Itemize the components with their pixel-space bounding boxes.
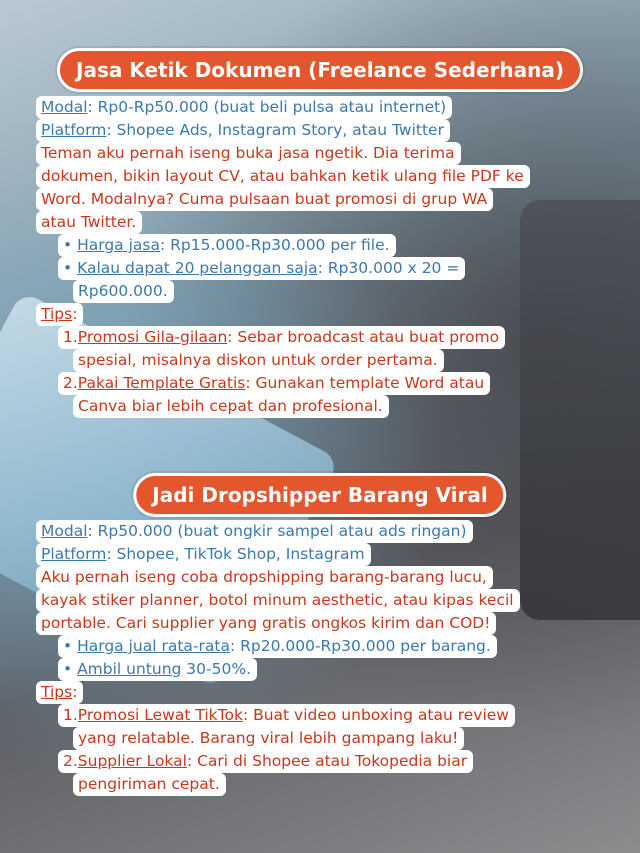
bullet-continuation: Rp600.000. — [73, 280, 174, 303]
bullet-label: Harga jual rata-rata — [77, 637, 230, 655]
section-heading-jasa-ketik: Jasa Ketik Dokumen (Freelance Sederhana) — [57, 48, 583, 92]
description-line: Teman aku pernah iseng buka jasa ngetik. Dia terima — [36, 142, 461, 165]
bullet-icon: • — [63, 660, 78, 678]
bullet-value: : Rp30.000 x 20 = — [317, 259, 460, 277]
platform-value: : Shopee Ads, Instagram Story, atau Twitter — [106, 121, 444, 139]
bullet-icon: • — [63, 236, 78, 254]
tip-continuation: pengiriman cepat. — [73, 773, 226, 796]
description-line: Aku pernah iseng coba dropshipping barang-barang lucu, — [36, 566, 493, 589]
platform-value: : Shopee, TikTok Shop, Instagram — [106, 545, 365, 563]
modal-label: Modal — [41, 98, 88, 116]
description-line: Word. Modalnya? Cuma pulsaan buat promosi di grup WA — [36, 188, 493, 211]
modal-line — [36, 96, 452, 119]
bullet-icon: • — [63, 259, 78, 277]
tip-item — [58, 750, 473, 773]
tip-continuation: spesial, misalnya diskon untuk order pertama. — [73, 349, 444, 372]
tip-number: 1. — [63, 706, 78, 724]
tip-continuation: yang relatable. Barang viral lebih gampang laku! — [73, 727, 464, 750]
tip-label: Promosi Gila-gilaan — [77, 328, 228, 346]
tips-line: Tips: — [36, 303, 83, 326]
bullet-label: Harga jasa — [77, 236, 160, 254]
tip-label: Promosi Lewat TikTok — [77, 706, 243, 724]
bullet-value: : Rp15.000-Rp30.000 per file. — [159, 236, 390, 254]
tip-number: 1. — [63, 328, 78, 346]
tip-item — [58, 704, 515, 727]
modal-line — [36, 520, 473, 543]
tip-label: Pakai Template Gratis — [77, 374, 246, 392]
tip-value: : Buat video unboxing atau review — [242, 706, 509, 724]
tip-value: : Sebar broadcast atau buat promo — [227, 328, 500, 346]
description-line: kayak stiker planner, botol minum aesthetic, atau kipas kecil — [36, 589, 520, 612]
tips-line: Tips: — [36, 681, 83, 704]
bullet-value: : Rp20.000-Rp30.000 per barang. — [229, 637, 491, 655]
tip-item — [58, 326, 505, 349]
tip-number: 2. — [63, 374, 78, 392]
modal-value: : Rp0-Rp50.000 (buat beli pulsa atau internet) — [87, 98, 447, 116]
description-line: dokumen, bikin layout CV, atau bahkan ketik ulang file PDF ke — [36, 165, 530, 188]
tip-continuation: Canva biar lebih cepat dan profesional. — [73, 395, 389, 418]
tip-value: : Gunakan template Word atau — [245, 374, 485, 392]
bullet-item — [58, 234, 396, 257]
bullet-label: Kalau dapat 20 pelanggan saja — [77, 259, 318, 277]
platform-label: Platform — [41, 121, 107, 139]
bullet-label: Ambil untung — [77, 660, 182, 678]
description-line: atau Twitter. — [36, 211, 142, 234]
platform-label: Platform — [41, 545, 107, 563]
platform-line — [36, 543, 371, 566]
tips-label: Tips — [41, 305, 73, 323]
section-jasa-ketik — [36, 96, 606, 418]
bullet-value: 30-50%. — [181, 660, 251, 678]
tip-value: : Cari di Shopee atau Tokopedia biar — [186, 752, 468, 770]
bullet-icon: • — [63, 637, 78, 655]
modal-value: : Rp50.000 (buat ongkir sampel atau ads ringan) — [87, 522, 467, 540]
modal-label: Modal — [41, 522, 88, 540]
tip-label: Supplier Lokal — [77, 752, 187, 770]
bullet-item — [58, 658, 257, 681]
tip-item — [58, 372, 490, 395]
section-dropshipper — [36, 520, 606, 796]
platform-line — [36, 119, 450, 142]
tips-label: Tips — [41, 683, 73, 701]
section-heading-dropshipper: Jadi Dropshipper Barang Viral — [133, 473, 506, 517]
description-line: portable. Cari supplier yang gratis ongkos kirim dan COD! — [36, 612, 496, 635]
tip-number: 2. — [63, 752, 78, 770]
bullet-item — [58, 257, 465, 280]
bullet-item — [58, 635, 497, 658]
